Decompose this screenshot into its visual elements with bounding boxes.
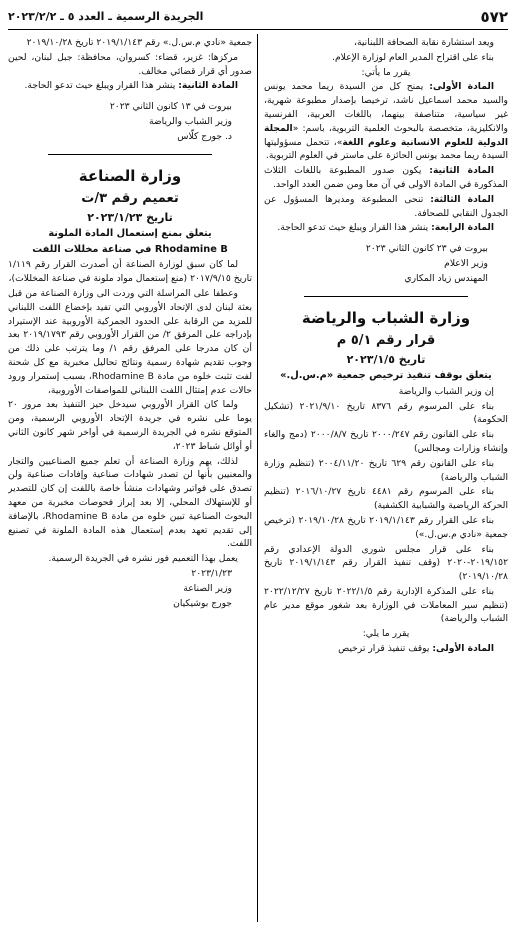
article-label: المادة الثانية: <box>429 165 495 177</box>
page-header <box>8 5 508 30</box>
continued-text: جمعية «نادي م.س.ل.» رقم ٢٠١٩/١/١٤٣ تاريخ ٢٠١٩/١٠/٢٨ <box>26 37 252 48</box>
decision-title: قرار رقم ٥/١ م <box>336 333 436 349</box>
article-text: »، تتحمل مسؤوليتها السيدة ريما محمد يونس الحائزة على ماستر في العلوم التربوية. <box>264 136 508 162</box>
basis-item: بناء على المرسوم رقم ٨٣٧٦ تاريخ ٢٠٢١/٩/١٠ (تشكيل الحكومة) <box>264 400 508 426</box>
article-2 <box>8 79 252 93</box>
decision-subject: يتعلق بوقف تنفيذ ترخيص جمعية «م.س.ل.» <box>280 370 492 382</box>
journal-name: المجلة الدولية للعلوم الانسانية وعلوم اللغة <box>264 122 508 148</box>
basis-item: بناء على المرسوم رقم ٤٤٨١ تاريخ ٢٠١٦/١٠/٢٧ (تنظيم الحركة الرياضية والشبابية الكشفية) <box>264 486 508 512</box>
basis-item: بناء على القرار رقم ٢٠١٩/١/١٤٣ تاريخ ٢٠١٩/١٠/٢٨ (ترخيص جمعية «نادي م.س.ل.») <box>264 514 508 540</box>
basis-item: بناء على قرار مجلس شورى الدولة الإعدادي رقم ٢٠١٩/١٥٢-٢٠٢٠ (وقف تنفيذ القرار رقم ٢٠١٩/١/١٤٣ تاريخ ٢٠١٩/١٠/٢٨) <box>264 543 508 583</box>
minister-line: إن وزير الشباب والرياضة <box>398 385 494 397</box>
proposal-para: بناء على اقتراح المدير العام لوزارة الإعلام. <box>332 51 494 63</box>
signature-name: د. جورج كلّاس <box>177 130 232 142</box>
headquarters-para: مركزها: غزير، قضاء: كسروان، محافظة: جبل لبنان، لحين صدور أي قرار قضائي مخالف. <box>8 51 252 77</box>
decides-heading: يقرر ما يأتي: <box>361 66 411 78</box>
article-label: المادة الثالثة: <box>430 193 494 205</box>
basis-item: بناء على القانون رقم ٢٠٠٠/٢٤٧ تاريخ ٢٠٠٠/٨/٧ (دمج والغاء وإنشاء وزارات ومجالس) <box>264 429 508 454</box>
article-4 <box>264 221 508 235</box>
circular-date: تاريخ ٢٠٢٣/١/٢٣ <box>87 210 173 224</box>
signature-date: ٢٠٢٣/١/٢٣ <box>191 567 232 579</box>
gazette-title: الجريدة الرسمية ـ العدد ٥ ـ ٢٠٢٣/٢/٢ <box>8 9 204 23</box>
article-label: المادة الأولى: <box>429 81 495 93</box>
signature-name: جورج بوشيكيان <box>173 597 232 609</box>
basis-item: بناء على القانون رقم ٦٢٩ تاريخ ٢٠٠٤/١١/٢٠ (تنظيم وزارة الشباب والرياضة) <box>264 457 508 483</box>
circular-paragraph: ولما كان القرار الأوروبي سيدخل حيز التنفيذ بعد مرور ٢٠ يوما على نشره في جريدة الإتحاد الأوروبي الرسمية، ومن المتوقع نشره في الجريدة الرسمية في أواخر شهر كانون الثاني أو أوائل شباط ٢٠٢٣، <box>8 399 252 452</box>
page-number: ٥٧٢ <box>480 7 508 26</box>
ministry-heading: وزارة الصناعة <box>78 166 182 185</box>
circular-subject: Rhodamine B في صناعة مخللات اللفت <box>32 243 228 255</box>
article-text: ينشر هذا القرار ويبلغ حيث تدعو الحاجة. <box>24 80 176 92</box>
article-2 <box>264 164 508 192</box>
article-1 <box>264 80 508 163</box>
signature-title: وزير الصناعة <box>183 582 232 594</box>
signature-title: وزير الشباب والرياضة <box>148 115 232 127</box>
circular-subject: يتعلق بمنع إستعمال المادة الملونة <box>48 228 212 240</box>
section-separator <box>304 296 468 297</box>
circular-paragraph: يعمل بهذا التعميم فور نشره في الجريدة الرسمية. <box>48 553 238 565</box>
basis-item: بناء على المذكرة الإدارية رقم ٢٠٢٢/١/٥ تاريخ ٢٠٢٢/١٢/٢٧ (تنظيم سير المعاملات في الوزارة بعد شغور موقع مدير عام الشباب والرياضة) <box>264 585 508 625</box>
left-column <box>8 36 252 611</box>
signature-date: بيروت في ١٣ كانون الثاني ٢٠٢٣ <box>109 101 232 113</box>
circular-paragraph: وعطفا على المراسلة التي وردت الى وزارة الصناعة من قبل بعثة لبنان لدى الإتحاد الأوروبي التي تفيد بإخضاع اللفت اللبناني للمزيد من الرقابة على الحدود الجمركية الأوروبية عند الإستيراد بإدراجه على المرفق ٢/ من القرار الأوروبي رقم ٢٠١٩/١٧٩٣ بعد أن كان مدرجا على المرفق رقم ١/ وما يترتب على ذلك من وجوب تقديم شهادة رسمية ونتائج تحاليل مخبرية مع كل شحنة لفت تثبت خلوه من مادة Rhodamine B، بسبب إستمرار ورود حالات عدم إمتثال اللفت اللبناني للمواصفات الأوروبية، <box>8 288 252 396</box>
signature-title: وزير الاعلام <box>444 257 488 269</box>
article-text: يوقف تنفيذ قرار ترخيص <box>338 643 430 655</box>
right-column <box>264 36 508 657</box>
article-label: المادة الثانية: <box>178 80 238 92</box>
article-text: يكون صدور المطبوعة باللغات الثلاث المذكورة في المادة الاولى في آن معا ومن ضمن العدد الواحد. <box>264 165 508 190</box>
signature-date: بيروت في ٢٣ كانون الثاني ٢٠٢٣ <box>365 243 488 255</box>
decision-date: تاريخ ٢٠٢٣/١/٥ <box>346 352 426 366</box>
circular-title: تعميم رقم ٣/ت <box>81 191 179 207</box>
decides-heading: يقرر ما يلي: <box>362 628 410 640</box>
article-text: تنحى المطبوعة ومديرها المسؤول عن الجدول النقابي للصحافة. <box>264 193 508 219</box>
article-label: المادة الرابعة: <box>431 222 494 234</box>
signature-name: المهندس زياد المكاري <box>404 272 488 284</box>
consultation-para: ويعد استشارة نقابة الصحافة اللبنانية، <box>353 37 494 48</box>
column-divider <box>257 34 258 922</box>
circular-paragraph: لما كان سبق لوزارة الصناعة أن أصدرت القرار رقم ١/١١٩ تاريخ ٢٠١٧/٩/١٥ (منع إستعمال مواد ملونة في صناعة المخللات)، <box>8 259 252 285</box>
decision-article-1 <box>264 642 508 656</box>
section-separator <box>48 154 212 155</box>
article-3 <box>264 193 508 221</box>
ministry-heading: وزارة الشباب والرياضة <box>301 308 471 327</box>
article-label: المادة الأولى: <box>432 643 494 655</box>
article-text: ينشر هذا القرار ويبلغ حيث تدعو الحاجة. <box>277 222 429 234</box>
circular-paragraph: لذلك، يهم وزارة الصناعة أن تعلم جميع الصناعيين والتجار والمعنيين بأنها لن تصدر شهادات صناعية وإفادات صناعية ولن تصدق على فواتير وشهادات منشأ خاصة باللفت إن كان للتصدير أو للإستهلاك المحلي، إلا بعد إبراز فحوصات مخبرية من معهد البحوث الصناعية تبين خلوه من مادة Rhodamine B، بالإضافة إلى تقديم تعهد بعدم إستعمال هذه المادة الملونة في تصنيع اللفت. <box>8 455 252 550</box>
article-text: يمنح كل من السيدة ريما محمد يونس والسيد محمد اسماعيل ناشد، ترخيصا بإصدار مطبوعة شهرية، غير سياسية، متناصفة بينهما، باللغات العربية، الفرنسية والانكليزية، متخصصة بالبحوث العلمية التربوية، باسم: « <box>264 81 508 134</box>
